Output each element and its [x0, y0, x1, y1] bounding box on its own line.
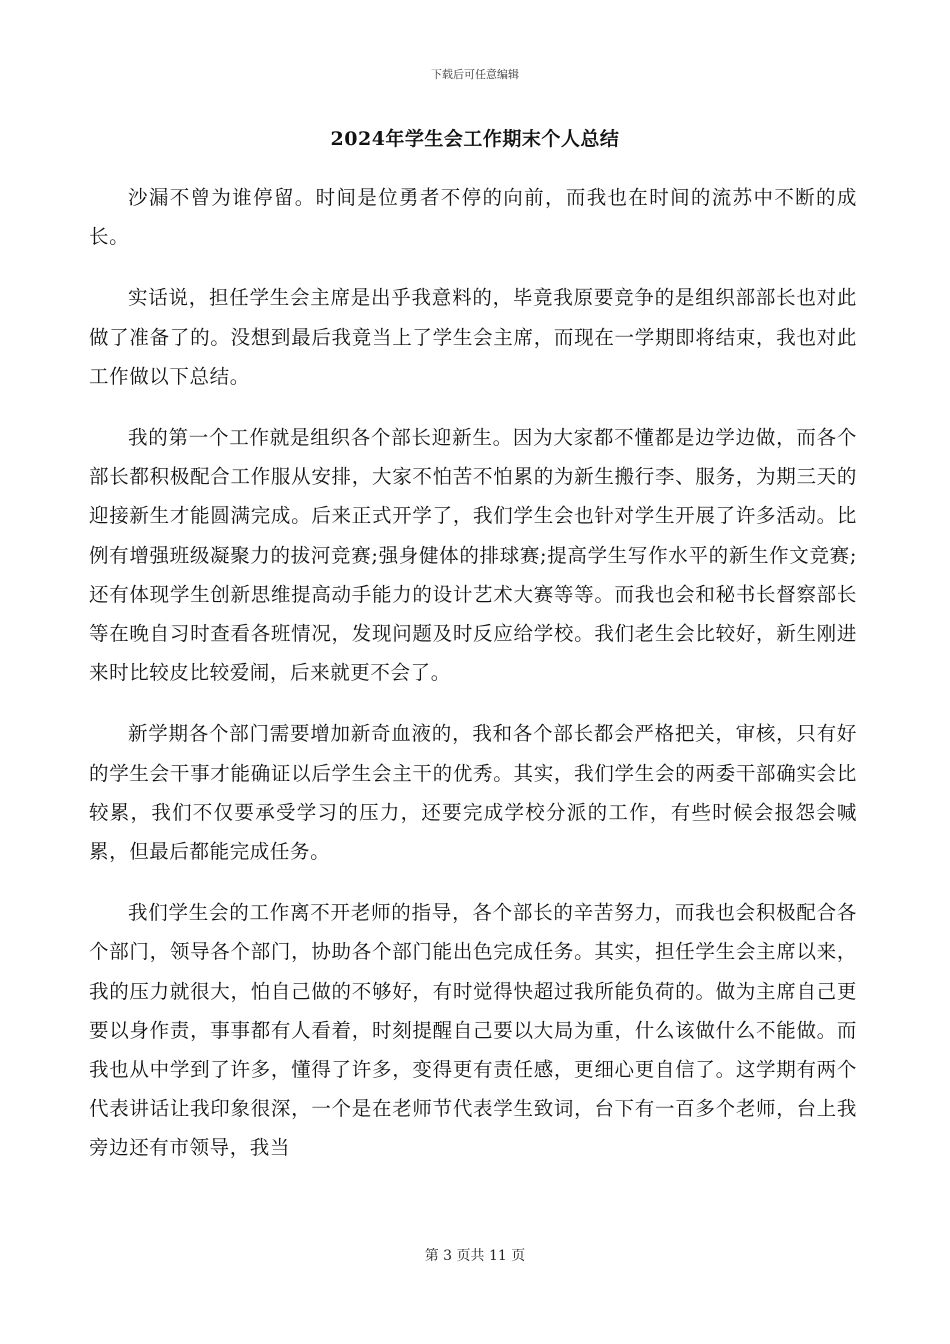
document-body [89, 178, 857, 1190]
document-title: 2024年学生会工作期末个人总结 [330, 128, 620, 150]
header-note: 下载后可任意编辑 [431, 68, 519, 81]
paragraph-3: 我的第一个工作就是组织各个部长迎新生。因为大家都不懂都是边学边做，而各个部长都积极配合工作服从安排，大家不怕苦不怕累的为新生搬行李、服务，为期三天的迎接新生才能圆满完成。后来正式开学了，我们学生会也针对学生开展了许多活动。比例有增强班级凝聚力的拔河竞赛;强身健体的排球赛;提高学生写作水平的新生作文竞赛;还有体现学生创新思维提高动手能力的设计艺术大赛等等。而我也会和秘书长督察部长等在晚自习时查看各班情况，发现问题及时反应给学校。我们老生会比较好，新生刚进来时比较皮比较爱闹，后来就更不会了。 [89, 426, 857, 685]
paragraph-5: 我们学生会的工作离不开老师的指导，各个部长的辛苦努力，而我也会积极配合各个部门，领导各个部门，协助各个部门能出色完成任务。其实，担任学生会主席以来，我的压力就很大，怕自己做的不够好，有时觉得快超过我所能负荷的。做为主席自己更要以身作责，事事都有人看着，时刻提醒自己要以大局为重，什么该做什么不能做。而我也从中学到了许多，懂得了许多，变得更有责任感，更细心更自信了。这学期有两个代表讲话让我印象很深，一个是在老师节代表学生致词，台下有一百多个老师，台上我旁边还有市领导，我当 [89, 901, 857, 1160]
paragraph-2: 实话说，担任学生会主席是出乎我意料的，毕竟我原要竞争的是组织部部长也对此做了准备了的。没想到最后我竟当上了学生会主席，而现在一学期即将结束，我也对此工作做以下总结。 [89, 286, 857, 388]
page-number-footer: 第 3 页共 11 页 [424, 1248, 526, 1264]
paragraph-4: 新学期各个部门需要增加新奇血液的，我和各个部长都会严格把关，审核，只有好的学生会干事才能确证以后学生会主干的优秀。其实，我们学生会的两委干部确实会比较累，我们不仅要承受学习的压力，还要完成学校分派的工作，有些时候会报怨会喊累，但最后都能完成任务。 [89, 722, 857, 864]
paragraph-1: 沙漏不曾为谁停留。时间是位勇者不停的向前，而我也在时间的流苏中不断的成长。 [89, 186, 857, 249]
